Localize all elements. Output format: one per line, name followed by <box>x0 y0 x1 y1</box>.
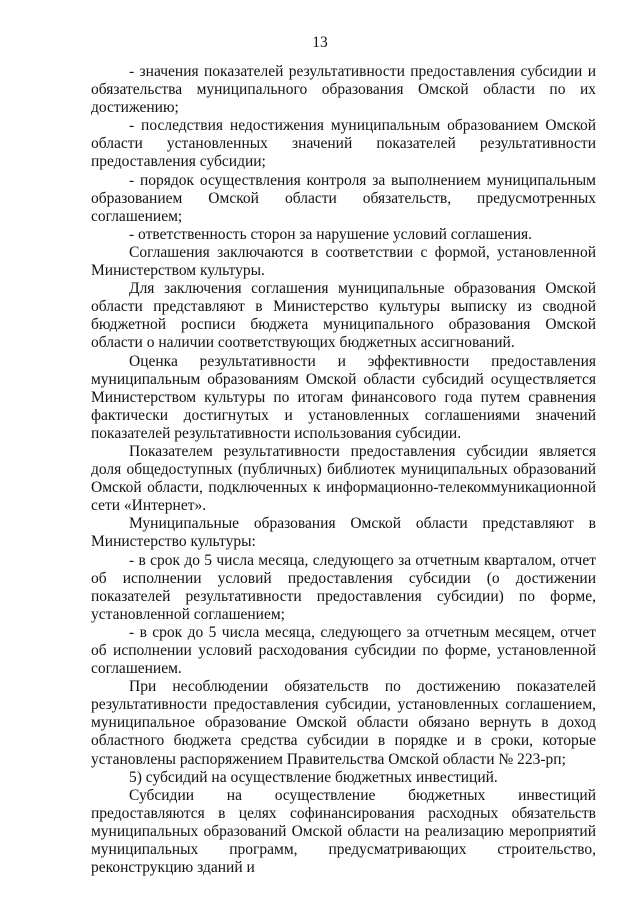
document-body <box>91 63 596 877</box>
paragraph-11: - в срок до 5 числа месяца, следующего за отчетным месяцем, отчет об исполнении условий расходования субсидии по форме, установленной соглашением. <box>91 623 596 678</box>
paragraph-4: - ответственность сторон за нарушение условий соглашения. <box>129 225 533 243</box>
paragraph-12: При несоблюдении обязательств по достижению показателей результативности предоставления субсидии, установленных соглашением, муниципальное образование Омской области обязано вернуть в доход областного бюджета средства субсидии в порядке и в сроки, которые установлены распоряжением Правительства Омской области № 223-рп; <box>91 678 596 768</box>
paragraph-8: Показателем результативности предоставления субсидии является доля общедоступных (публичных) библиотек муниципальных образований Омской области, подключенных к информационно-телекоммуникационной сети «Интернет». <box>91 442 596 515</box>
page-number: 13 <box>312 34 328 51</box>
paragraph-5: Соглашения заключаются в соответствии с формой, установленной Министерством культуры. <box>91 243 596 280</box>
paragraph-3: - порядок осуществления контроля за выполнением муниципальным образованием Омской области обязательств, предусмотренных соглашением; <box>91 171 596 225</box>
paragraph-1: - значения показателей результативности предоставления субсидии и обязательства муниципального образования Омской области по их достижению; <box>91 63 596 117</box>
paragraph-9: Муниципальные образования Омской области представляют в Министерство культуры: <box>91 515 596 551</box>
paragraph-13: 5) субсидий на осуществление бюджетных инвестиций. <box>129 768 498 786</box>
paragraph-10: - в срок до 5 числа месяца, следующего за отчетным кварталом, отчет об исполнении условий предоставления субсидии (о достижении показателей результативности предоставления субсидии) по форме, установленной соглашением; <box>91 551 596 623</box>
paragraph-6: Для заключения соглашения муниципальные образования Омской области представляют в Министерство культуры выписку из сводной бюджетной росписи бюджета муниципального образования Омской области о наличии соответствующих бюджетных ассигнований. <box>91 280 596 352</box>
paragraph-14: Субсидии на осуществление бюджетных инвестиций предоставляются в целях софинансирования расходных обязательств муниципальных образований Омской области на реализацию мероприятий муниципальных программ, предусматривающих строительство, реконструкцию зданий и <box>91 786 596 877</box>
paragraph-2: - последствия недостижения муниципальным образованием Омской области установленных значений показателей результативности предоставления субсидии; <box>91 117 596 171</box>
paragraph-7: Оценка результативности и эффективности предоставления муниципальным образованиям Омской области субсидий осуществляется Министерством культуры по итогам финансового года путем сравнения фактически достигнутых и установленных соглашениями значений показателей результативности использования субсидии. <box>91 352 596 442</box>
